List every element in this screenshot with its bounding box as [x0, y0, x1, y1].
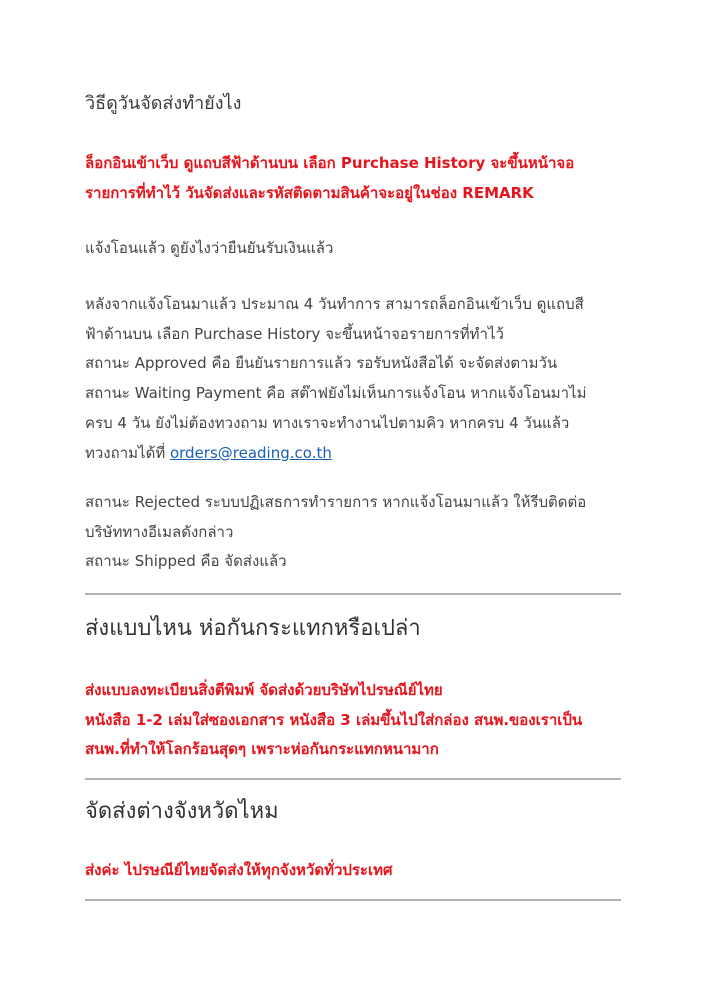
status-rejected-line-2: บริษัททางอีเมลดังกล่าว — [85, 523, 234, 541]
answer-delivery-date-line-1: ล็อกอินเข้าเว็บ ดูแถบสีฟ้าด้านบน เลือก Purchase History จะขึ้นหน้าจอ — [85, 154, 575, 172]
heading-shipping-method: ส่งแบบไหน ห่อกันกระแทกหรือเปล่า — [85, 616, 421, 641]
divider-3 — [85, 899, 621, 901]
status-rejected-line-1: สถานะ Rejected ระบบปฏิเสธการทำรายการ หากแจ้งโอนมาแล้ว ให้รีบติดต่อ — [85, 493, 587, 511]
question-payment-confirmation: แจ้งโอนแล้ว ดูยังไงว่ายืนยันรับเงินแล้ว — [85, 239, 334, 257]
answer-delivery-date-line-2: รายการที่ทำไว้ วันจัดส่งและรหัสติดตามสินค้าจะอยู่ในช่อง REMARK — [85, 184, 534, 202]
answer-provincial-delivery: ส่งค่ะ ไปรษณีย์ไทยจัดส่งให้ทุกจังหวัดทั่วประเทศ — [85, 861, 393, 879]
question-delivery-date: วิธีดูวันจัดส่งทำยังไง — [85, 93, 242, 114]
payment-info-line-1: หลังจากแจ้งโอนมาแล้ว ประมาณ 4 วันทำการ สามารถล็อกอินเข้าเว็บ ดูแถบสี — [85, 295, 584, 313]
divider-2 — [85, 778, 621, 780]
heading-provincial-delivery: จัดส่งต่างจังหวัดไหม — [85, 799, 279, 824]
status-shipped-line: สถานะ Shipped คือ จัดส่งแล้ว — [85, 552, 287, 570]
contact-prefix: ทวงถามได้ที่ — [85, 444, 170, 462]
orders-email-link[interactable]: orders@reading.co.th — [169, 444, 332, 462]
divider-1 — [85, 593, 621, 595]
answer-shipping-line-2: หนังสือ 1-2 เล่มใส่ซองเอกสาร หนังสือ 3 เล่มขึ้นไปใส่กล่อง สนพ.ของเราเป็น — [85, 711, 583, 729]
answer-shipping-line-1: ส่งแบบลงทะเบียนสิ่งตีพิมพ์ จัดส่งด้วยบริษัทไปรษณีย์ไทย — [85, 681, 443, 699]
payment-info-line-2: ฟ้าด้านบน เลือก Purchase History จะขึ้นหน้าจอรายการที่ทำไว้ — [85, 325, 504, 343]
status-waiting-line-1: สถานะ Waiting Payment คือ สต๊าฟยังไม่เห็นการแจ้งโอน หากแจ้งโอนมาไม่ — [85, 384, 587, 402]
status-approved-line: สถานะ Approved คือ ยืนยันรายการแล้ว รอรับหนังสือได้ จะจัดส่งตามวัน — [85, 354, 558, 372]
status-waiting-line-2: ครบ 4 วัน ยังไม่ต้องทวงถาม ทางเราจะทำงานไปตามคิว หากครบ 4 วันแล้ว — [85, 414, 570, 432]
answer-shipping-line-3: สนพ.ที่ทำให้โลกร้อนสุดๆ เพราะห่อกันกระแทกหนามาก — [85, 740, 439, 758]
contact-line — [85, 441, 332, 465]
